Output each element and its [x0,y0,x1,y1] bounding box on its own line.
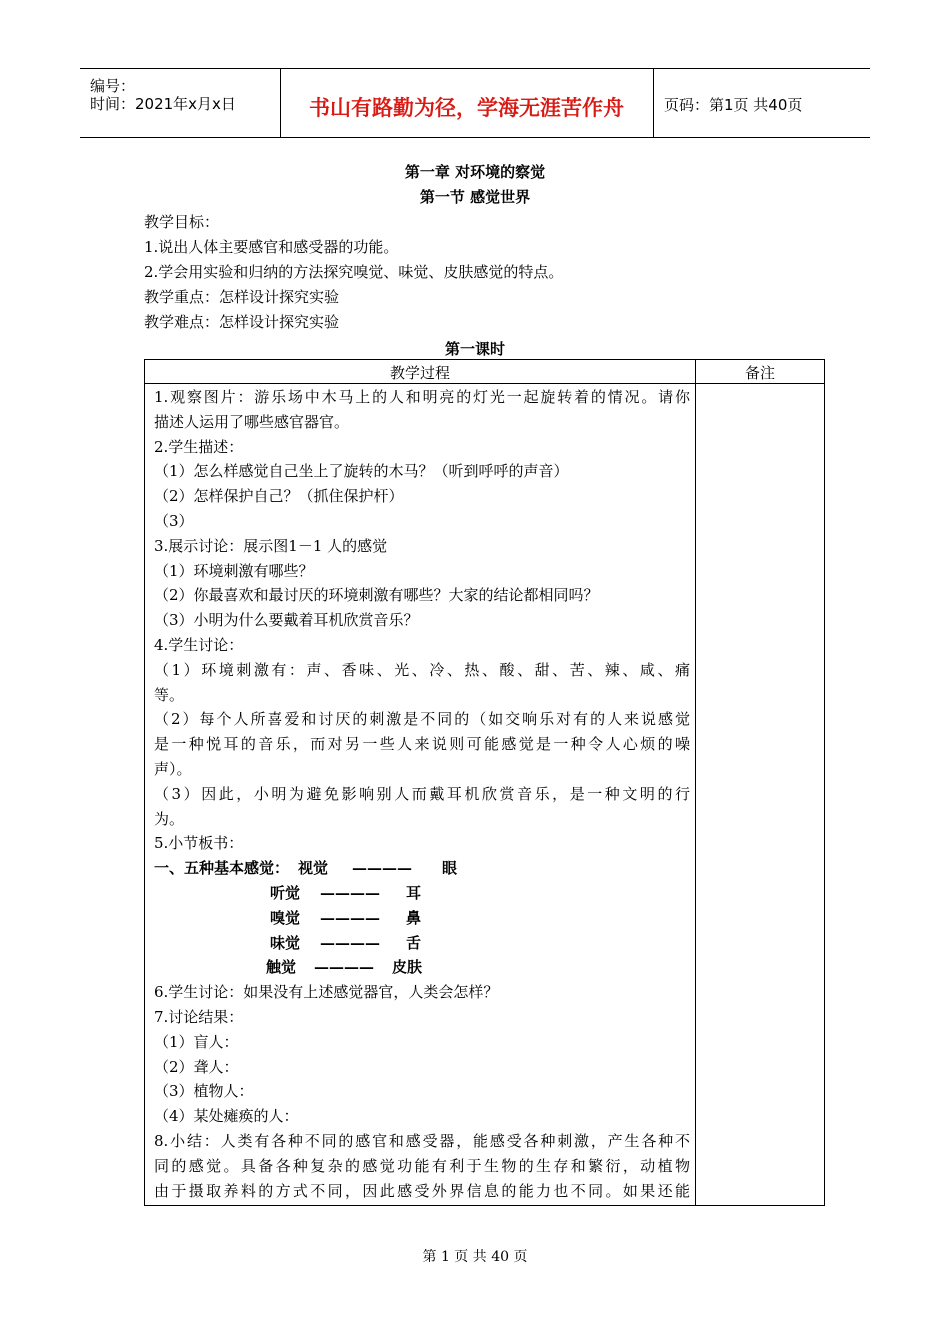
process-line: 是一种悦耳的音乐，而对另一些人来说则可能感觉是一种令人心烦的噪 [154,735,690,754]
process-line: 5.小节板书： [154,834,244,853]
sense-name: 嗅觉 [270,908,301,927]
sense-organ: 皮肤 [392,958,423,977]
intro-line: 1.说出人体主要感官和感受器的功能。 [144,238,399,256]
process-line: （1）环境刺激有哪些？ [154,561,314,580]
sense-name: 视觉 [298,859,329,878]
chapter-title: 第一章 对环境的察觉 [404,163,546,181]
intro-line: 教学重点：怎样设计探究实验 [144,288,340,306]
sense-row [154,856,690,881]
process-line: （2）聋人： [154,1057,239,1076]
process-lines-part-2 [154,980,690,1203]
sense-row [154,906,690,931]
process-line: 等。 [154,685,185,704]
time-label: 时间：2021年x月x日 [90,95,236,113]
motto: 书山有路勤为径，学海无涯苦作舟 [309,96,624,120]
process-line: 6.学生讨论：如果没有上述感觉器官，人类会怎样？ [154,983,499,1002]
document-header [80,68,870,138]
column-header-notes: 备注 [744,364,775,382]
sense-name: 听觉 [270,883,301,902]
process-line: 1.观察图片：游乐场中木马上的人和明亮的灯光一起旋转着的情况。请你 [154,388,690,406]
process-line: 由于摄取养料的方式不同，因此感受外界信息的能力也不同。如果还能 [154,1181,690,1200]
intro-line: 教学目标： [144,213,220,231]
sense-dash: ———— [320,908,380,927]
process-line: 2.学生描述： [154,437,244,456]
process-line: 3.展示讨论：展示图1－1 人的感觉 [154,536,388,555]
sense-organ: 鼻 [406,908,422,927]
process-content [154,385,690,1203]
process-lines-part-1 [154,385,690,856]
intro-line: 教学难点：怎样设计探究实验 [144,313,340,331]
sense-row [154,955,690,980]
header-divider [145,383,824,384]
sense-organ: 舌 [406,933,422,952]
process-line: （1）怎么样感觉自己坐上了旋转的木马？（听到呼呼的声音） [154,462,569,481]
lesson-title: 第一课时 [444,340,505,358]
process-line: 8.小结：人类有各种不同的感官和感受器，能感受各种刺激，产生各种不 [154,1131,690,1150]
process-line: （1）环境刺激有：声、香味、光、冷、热、酸、甜、苦、辣、咸、痛 [154,660,690,679]
column-header-process: 教学过程 [389,364,450,382]
page-footer: 第 1 页 共 40 页 [422,1249,528,1265]
process-line: （1）盲人： [154,1032,239,1051]
sense-row [154,881,690,906]
process-line: （3） [154,511,194,530]
header-meta-cell [80,69,281,137]
page-info: 页码：第1页 共40页 [664,96,803,114]
process-line: 同的感觉。具备各种复杂的感觉功能有利于生物的生存和繁衍，动植物 [154,1156,690,1175]
column-divider [695,360,696,1205]
process-line: （2）你最喜欢和最讨厌的环境刺激有哪些？大家的结论都相同吗？ [154,586,599,605]
process-line: （3）因此，小明为避免影响别人而戴耳机欣赏音乐，是一种文明的行 [154,784,690,803]
sense-dash: ———— [320,883,380,902]
sense-name: 味觉 [270,933,301,952]
lesson-table [144,359,825,1206]
process-line: 为。 [154,809,185,828]
sense-row [154,931,690,956]
senses-heading: 一、五种基本感觉： [154,859,290,878]
sense-organ: 耳 [406,883,422,902]
process-line: （2）怎样保护自己？（抓住保护杆） [154,487,404,506]
sense-organ: 眼 [442,859,458,878]
section-title: 第一节 感觉世界 [419,188,531,206]
sense-dash: ———— [352,859,412,878]
sense-dash: ———— [320,933,380,952]
process-line: 4.学生讨论： [154,635,244,654]
process-line: （2）每个人所喜爱和讨厌的刺激是不同的（如交响乐对有的人来说感觉 [154,710,690,729]
process-line: 7.讨论结果： [154,1007,244,1026]
process-line: 描述人运用了哪些感官器官。 [154,412,350,431]
process-line: （3）植物人： [154,1082,254,1101]
sense-name: 触觉 [266,958,297,977]
sense-dash: ———— [314,958,374,977]
process-line: （3）小明为什么要戴着耳机欣赏音乐？ [154,611,419,630]
process-line: （4）某处瘫痪的人： [154,1107,299,1126]
process-line: 声）。 [154,759,192,778]
header-motto-cell [280,69,654,137]
intro-line: 2.学会用实验和归纳的方法探究嗅觉、味觉、皮肤感觉的特点。 [144,263,564,281]
senses-board [154,856,690,980]
header-page-cell [654,69,870,137]
number-label: 编号： [90,77,136,95]
